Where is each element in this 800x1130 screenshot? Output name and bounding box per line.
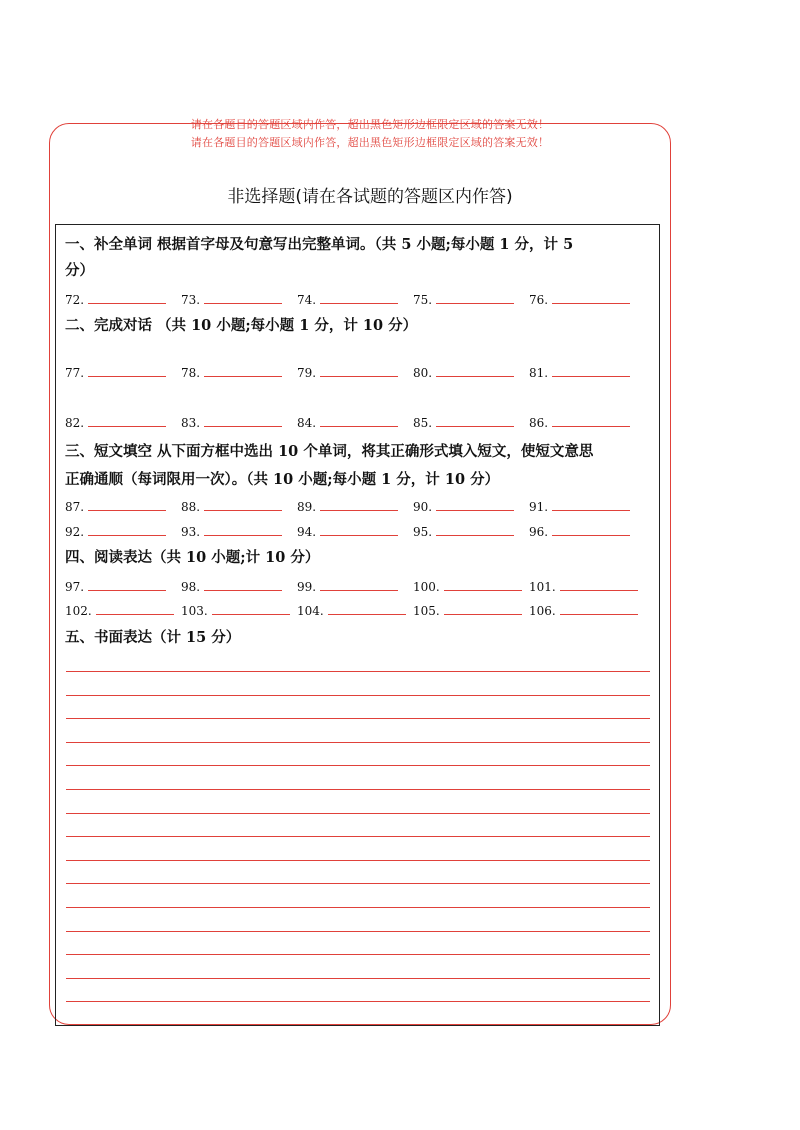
question-number: 73. (181, 293, 201, 307)
writing-line[interactable] (66, 883, 650, 884)
writing-line[interactable] (66, 671, 650, 672)
answer-item (413, 578, 522, 594)
question-number: 81. (529, 366, 549, 380)
answer-item (413, 364, 514, 380)
question-number: 79. (297, 366, 317, 380)
answer-blank[interactable] (320, 414, 398, 427)
question-number: 105. (413, 604, 440, 618)
answer-blank[interactable] (436, 291, 514, 304)
answer-item (297, 414, 398, 430)
answer-item (297, 602, 406, 618)
writing-line[interactable] (66, 978, 650, 979)
question-number: 100. (413, 580, 440, 594)
question-number: 88. (181, 500, 201, 514)
question-number: 106. (529, 604, 556, 618)
writing-line[interactable] (66, 695, 650, 696)
answer-item (413, 291, 514, 307)
answer-blank[interactable] (552, 523, 630, 536)
question-number: 103. (181, 604, 208, 618)
answer-item (413, 602, 522, 618)
writing-line[interactable] (66, 813, 650, 814)
question-number: 87. (65, 500, 85, 514)
answer-item (297, 291, 398, 307)
question-number: 90. (413, 500, 433, 514)
writing-line[interactable] (66, 765, 650, 766)
question-number: 101. (529, 580, 556, 594)
answer-blank[interactable] (436, 523, 514, 536)
question-number: 102. (65, 604, 92, 618)
notice-text: 请在各题目的答题区域内作答，超出黑色矩形边框限定区域的答案无效！ (190, 118, 550, 131)
answer-blank[interactable] (560, 602, 638, 615)
answer-item (529, 498, 630, 514)
page-title: 非选择题(请在各试题的答题区内作答) (227, 187, 513, 207)
question-number: 84. (297, 416, 317, 430)
writing-line[interactable] (66, 954, 650, 955)
section-4-heading: 四、阅读表达（共 10 小题;计 10 分） (65, 549, 320, 566)
notice-text: 请在各题目的答题区域内作答，超出黑色矩形边框限定区域的答案无效！ (190, 136, 550, 149)
question-number: 82. (65, 416, 85, 430)
writing-line[interactable] (66, 742, 650, 743)
answer-blank[interactable] (320, 498, 398, 511)
question-number: 85. (413, 416, 433, 430)
answer-blank[interactable] (204, 364, 282, 377)
answer-item (297, 498, 398, 514)
question-number: 78. (181, 366, 201, 380)
answer-blank[interactable] (204, 414, 282, 427)
answer-blank[interactable] (552, 414, 630, 427)
answer-blank[interactable] (204, 578, 282, 591)
answer-item (181, 578, 282, 594)
question-number: 80. (413, 366, 433, 380)
answer-item (529, 578, 638, 594)
answer-blank[interactable] (212, 602, 290, 615)
question-number: 98. (181, 580, 201, 594)
answer-item (181, 414, 282, 430)
answer-item (297, 578, 398, 594)
writing-line[interactable] (66, 718, 650, 719)
question-number: 92. (65, 525, 85, 539)
answer-item (65, 602, 174, 618)
answer-item (65, 414, 166, 430)
answer-blank[interactable] (560, 578, 638, 591)
answer-blank[interactable] (320, 291, 398, 304)
section-1-heading-cont: 分） (65, 262, 94, 279)
question-number: 86. (529, 416, 549, 430)
answer-blank[interactable] (204, 523, 282, 536)
answer-item (65, 578, 166, 594)
answer-item (529, 291, 630, 307)
answer-item (529, 523, 630, 539)
answer-blank[interactable] (552, 498, 630, 511)
question-number: 77. (65, 366, 85, 380)
question-number: 94. (297, 525, 317, 539)
answer-item (413, 414, 514, 430)
answer-box (55, 224, 660, 1026)
section-3-heading: 三、短文填空 从下面方框中选出 10 个单词，将其正确形式填入短文，使短文意思 (65, 443, 594, 460)
writing-line[interactable] (66, 1001, 650, 1002)
question-number: 104. (297, 604, 324, 618)
answer-blank[interactable] (444, 602, 522, 615)
answer-item (181, 291, 282, 307)
question-number: 74. (297, 293, 317, 307)
question-number: 75. (413, 293, 433, 307)
answer-blank[interactable] (552, 291, 630, 304)
answer-item (529, 364, 630, 380)
question-number: 95. (413, 525, 433, 539)
answer-blank[interactable] (320, 578, 398, 591)
answer-item (529, 414, 630, 430)
answer-blank[interactable] (88, 291, 166, 304)
answer-blank[interactable] (88, 498, 166, 511)
answer-blank[interactable] (436, 498, 514, 511)
answer-blank[interactable] (204, 498, 282, 511)
answer-item (65, 291, 166, 307)
section-2-heading: 二、完成对话 （共 10 小题;每小题 1 分，计 10 分） (65, 317, 418, 334)
answer-blank[interactable] (204, 291, 282, 304)
answer-item (181, 523, 282, 539)
question-number: 99. (297, 580, 317, 594)
answer-item (297, 364, 398, 380)
answer-blank[interactable] (320, 364, 398, 377)
answer-item (65, 498, 166, 514)
writing-line[interactable] (66, 931, 650, 932)
question-number: 91. (529, 500, 549, 514)
answer-item (181, 498, 282, 514)
question-number: 76. (529, 293, 549, 307)
section-5-heading: 五、书面表达（计 15 分） (65, 629, 241, 646)
question-number: 72. (65, 293, 85, 307)
answer-blank[interactable] (88, 523, 166, 536)
answer-blank[interactable] (436, 364, 514, 377)
answer-item (65, 364, 166, 380)
answer-blank[interactable] (88, 364, 166, 377)
answer-blank[interactable] (88, 414, 166, 427)
question-number: 93. (181, 525, 201, 539)
answer-blank[interactable] (444, 578, 522, 591)
question-number: 83. (181, 416, 201, 430)
writing-line[interactable] (66, 907, 650, 908)
answer-blank[interactable] (96, 602, 174, 615)
writing-line[interactable] (66, 836, 650, 837)
question-number: 97. (65, 580, 85, 594)
answer-item (413, 498, 514, 514)
answer-blank[interactable] (88, 578, 166, 591)
question-number: 89. (297, 500, 317, 514)
answer-blank[interactable] (552, 364, 630, 377)
answer-item (529, 602, 638, 618)
section-3-heading-cont: 正确通顺（每词限用一次）。（共 10 小题;每小题 1 分，计 10 分） (65, 471, 500, 488)
question-number: 96. (529, 525, 549, 539)
writing-line[interactable] (66, 789, 650, 790)
writing-line[interactable] (66, 860, 650, 861)
answer-item (181, 364, 282, 380)
answer-item (413, 523, 514, 539)
answer-item (297, 523, 398, 539)
answer-item (65, 523, 166, 539)
answer-blank[interactable] (320, 523, 398, 536)
answer-blank[interactable] (328, 602, 406, 615)
section-1-heading: 一、补全单词 根据首字母及句意写出完整单词。（共 5 小题;每小题 1 分，计 5 (65, 236, 574, 253)
answer-blank[interactable] (436, 414, 514, 427)
answer-item (181, 602, 290, 618)
